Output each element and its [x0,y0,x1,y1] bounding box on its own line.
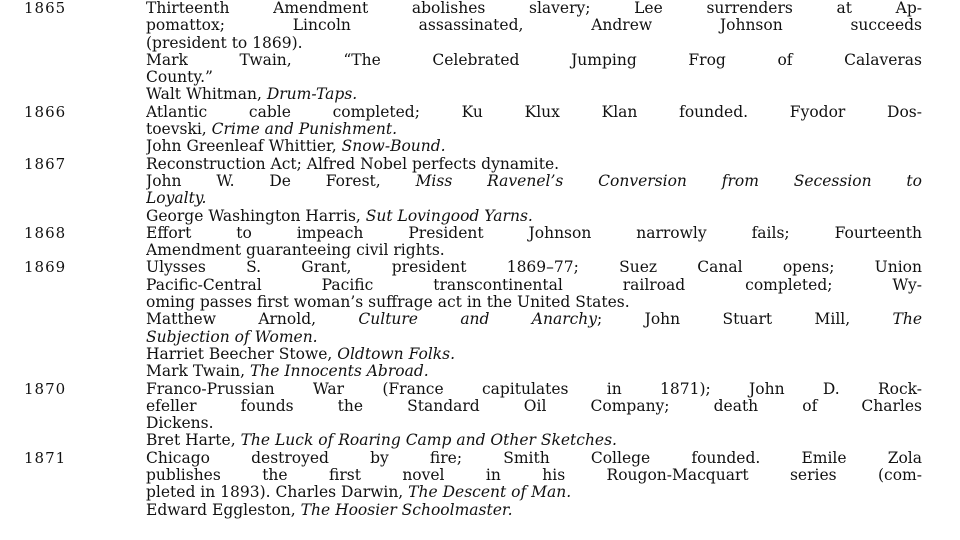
chronology-row [0,259,960,380]
title-text: The [892,311,922,329]
entry-line [146,121,922,138]
title-text: Miss Ravenel’s Conversion from Secession to [415,172,922,190]
chronology-entry [146,381,922,433]
entry-line [146,225,922,242]
entry-line [146,242,922,259]
body-text: County.” [146,69,213,87]
year-label: 1866 [24,102,67,121]
chronology-entry [146,432,922,449]
chronology-row [0,104,960,156]
entry-line [146,363,922,380]
body-text: Matthew Arnold, [146,311,359,329]
year-label: 1869 [24,258,67,277]
body-text: ; John Stuart Mill, [597,311,893,329]
entry-line [146,450,922,467]
body-text: Dickens. [146,415,214,433]
entry-line [146,294,922,311]
entry-line [146,259,922,276]
entry-line [146,381,922,398]
entry-line [146,208,922,225]
chronology-entry [146,225,922,260]
title-text: Drum-Taps. [266,86,358,104]
entry-line [146,484,922,501]
entry-line [146,173,922,190]
chronology-entry [146,104,922,139]
chronology-entry [146,138,922,155]
chronology-entry [146,502,922,519]
body-text: Edward Eggleston, [146,501,301,519]
body-text: John Greenleaf Whittier, [146,138,342,156]
chronology-entry [146,52,922,87]
chronology-entry [146,450,922,502]
title-text: The Innocents Abroad. [249,363,429,381]
title-text: Snow-Bound. [341,138,446,156]
chronology-row [0,225,960,260]
body-text: Chicago destroyed by fire; Smith College founded. Emile Zola [146,449,922,467]
chronology-entry [146,0,922,52]
chronology-entry [146,156,922,173]
chronology-entry [146,208,922,225]
title-text: Oldtown Folks. [337,345,456,363]
entry-line [146,190,922,207]
entry-line [146,0,922,17]
chronology-entry [146,173,922,208]
entry-line [146,415,922,432]
body-text: Walt Whitman, [146,86,267,104]
year-label: 1871 [24,448,67,467]
body-text: toevski, [146,121,212,139]
chronology-entry [146,259,922,311]
entry-line [146,277,922,294]
body-text: Mark Twain, “The Celebrated Jumping Frog of Calaveras [146,51,922,69]
chronology-row [0,450,960,519]
entry-line [146,467,922,484]
body-text: Reconstruction Act; Alfred Nobel perfects dynamite. [146,155,560,173]
entry-line [146,329,922,346]
year-label: 1870 [24,379,67,398]
entry-line [146,502,922,519]
entry-line [146,311,922,328]
chronology-entry [146,363,922,380]
title-text: Subjection of Women. [146,328,318,346]
title-text: The Descent of Man. [408,484,572,502]
body-text: George Washington Harris, [146,207,366,225]
body-text: Mark Twain, [146,363,250,381]
body-text: John W. De Forest, [146,172,416,190]
entry-line [146,17,922,34]
title-text: The Hoosier Schoolmaster. [300,501,513,519]
entry-line [146,35,922,52]
title-text: Crime and Punishment. [211,121,398,139]
year-label: 1867 [24,154,67,173]
chronology-entry [146,346,922,363]
chronology-row [0,156,960,225]
body-text: efeller founds the Standard Oil Company; death of Charles [146,397,922,415]
year-label: 1868 [24,223,67,242]
body-text: oming passes first woman’s suffrage act in the United States. [146,294,630,312]
body-text: Franco-Prussian War (France capitulates in 1871); John D. Rock- [146,380,922,398]
entry-line [146,69,922,86]
body-text: Pacific-Central Pacific transcontinental railroad completed; Wy- [146,276,922,294]
body-text: Bret Harte, [146,432,241,450]
entry-line [146,86,922,103]
entry-line [146,52,922,69]
title-text: Sut Lovingood Yarns. [365,207,533,225]
body-text: publishes the first novel in his Rougon-Macquart series (com- [146,467,922,485]
title-text: Culture and Anarchy [358,311,598,329]
body-text: (president to 1869). [146,34,303,52]
body-text: pleted in 1893). Charles Darwin, [146,484,409,502]
entry-line [146,156,922,173]
chronology-row [0,0,960,104]
body-text: pomattox; Lincoln assassinated, Andrew Johnson succeeds [146,17,922,35]
entry-line [146,104,922,121]
body-text: Atlantic cable completed; Ku Klux Klan founded. Fyodor Dos- [146,103,922,121]
body-text: Effort to impeach President Johnson narrowly fails; Fourteenth [146,224,922,242]
entry-line [146,398,922,415]
entry-line [146,346,922,363]
body-text: Harriet Beecher Stowe, [146,345,338,363]
body-text: Thirteenth Amendment abolishes slavery; Lee surrenders at Ap- [146,0,922,17]
year-label: 1865 [24,0,67,17]
body-text: Ulysses S. Grant, president 1869–77; Suez Canal opens; Union [146,259,922,277]
chronology-entry [146,311,922,346]
title-text: Loyalty. [146,190,207,208]
body-text: Amendment guaranteeing civil rights. [146,242,445,260]
chronology-row [0,381,960,450]
entry-line [146,432,922,449]
chronology-entry [146,86,922,103]
entry-line [146,138,922,155]
title-text: The Luck of Roaring Camp and Other Sketches. [240,432,617,450]
